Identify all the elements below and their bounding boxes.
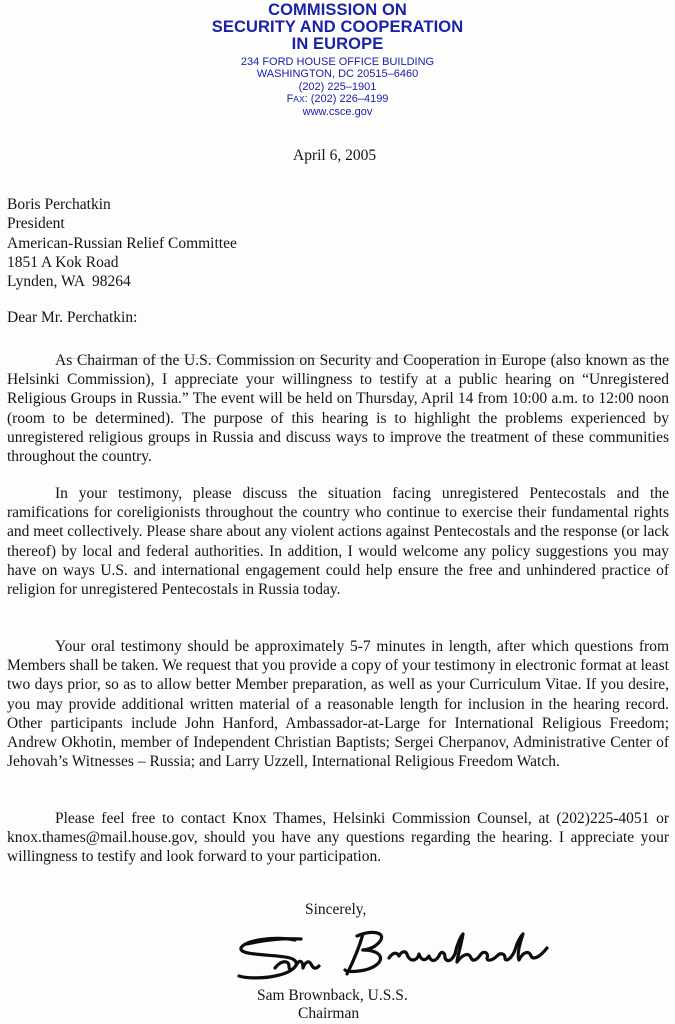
body-paragraph-1: As Chairman of the U.S. Commission on Security and Cooperation in Europe (also known as the Helsinki Commission), I appreciate your willingness to testify at a public hearing on “Unregistered Religious Groups in Russia.” The event will be held on Thursday, April 14 from 10:00 a.m. to 12:00 noon (room to be determined). The purpose of this hearing is to highlight the problems experienced by unregistered religious groups in Russia and discuss ways to improve the treatment of these communities throughout the country. bbox=[7, 352, 669, 466]
fax-label-initial: F bbox=[286, 93, 294, 106]
fax-label-rest: AX bbox=[293, 94, 305, 105]
signer-title: Chairman bbox=[298, 1005, 360, 1022]
salutation: Dear Mr. Perchatkin: bbox=[7, 309, 138, 326]
signer-name: Sam Brownback, U.S.S. bbox=[257, 987, 408, 1004]
body-paragraph-4: Please feel free to contact Knox Thames, Helsinki Commission Counsel, at (202)225-4051 or knox.thames@mail.house.gov, should you have any questions regarding the hearing. I appreciate your willingness to testify and look forward to your participation. bbox=[7, 810, 669, 866]
body-paragraph-3: Your oral testimony should be approximately 5-7 minutes in length, after which questions from Members shall be taken. We request that you provide a copy of your testimony in electronic format at least two days prior, so as to allow better Member preparation, as well as your Curriculum Vitae. If you desire, you may provide additional written material of a reasonable length for inclusion in the hearing record. Other participants include John Hanford, Ambassador-at-Large for International Religious Freedom; Andrew Okhotin, member of Independent Christian Baptists; Sergei Cherpanov, Administrative Center of Jehovah’s Witnesses – Russia; and Larry Uzzell, International Religious Freedom Watch. bbox=[7, 638, 669, 771]
body-paragraph-2: In your testimony, please discuss the situation facing unregistered Pentecostals and the ramifications for coreligionists throughout the country who continue to exercise their fundamental rights and meet collectively. Please share about any violent actions against Pentecostals and the response (or lack thereof) by local and federal authorities. In addition, I would welcome any policy suggestions you may have on ways U.S. and international engagement could help ensure the free and unhindered practice of religion for unregistered Pentecostals in Russia today. bbox=[7, 485, 669, 599]
address-line-1: 234 FORD HOUSE OFFICE BUILDING bbox=[240, 56, 435, 68]
recipient-organization: American-Russian Relief Committee bbox=[7, 234, 237, 252]
website-link[interactable]: www.csce.gov bbox=[302, 105, 373, 118]
letterhead bbox=[0, 2, 675, 118]
phone-number: (202) 225–1901 bbox=[298, 80, 377, 93]
signature-icon bbox=[235, 926, 555, 986]
recipient-street: 1851 A Kok Road bbox=[7, 253, 119, 271]
letterhead-title-line-3: IN EUROPE bbox=[291, 35, 384, 53]
recipient-title: President bbox=[7, 215, 65, 233]
recipient-city: Lynden, WA 98264 bbox=[7, 273, 131, 291]
recipient-name: Boris Perchatkin bbox=[7, 196, 111, 213]
recipient-address-block bbox=[7, 195, 237, 291]
letter-date: April 6, 2005 bbox=[293, 147, 377, 164]
address-line-2: WASHINGTON, DC 20515–6460 bbox=[256, 68, 419, 81]
letterhead-contact bbox=[0, 56, 675, 118]
closing: Sincerely, bbox=[305, 901, 367, 918]
letterhead-title-line-1: COMMISSION ON bbox=[268, 1, 407, 19]
fax-line bbox=[0, 93, 675, 105]
letterhead-title-line-2: SECURITY AND COOPERATION bbox=[211, 18, 464, 36]
fax-number: : (202) 226–4199 bbox=[304, 93, 389, 106]
